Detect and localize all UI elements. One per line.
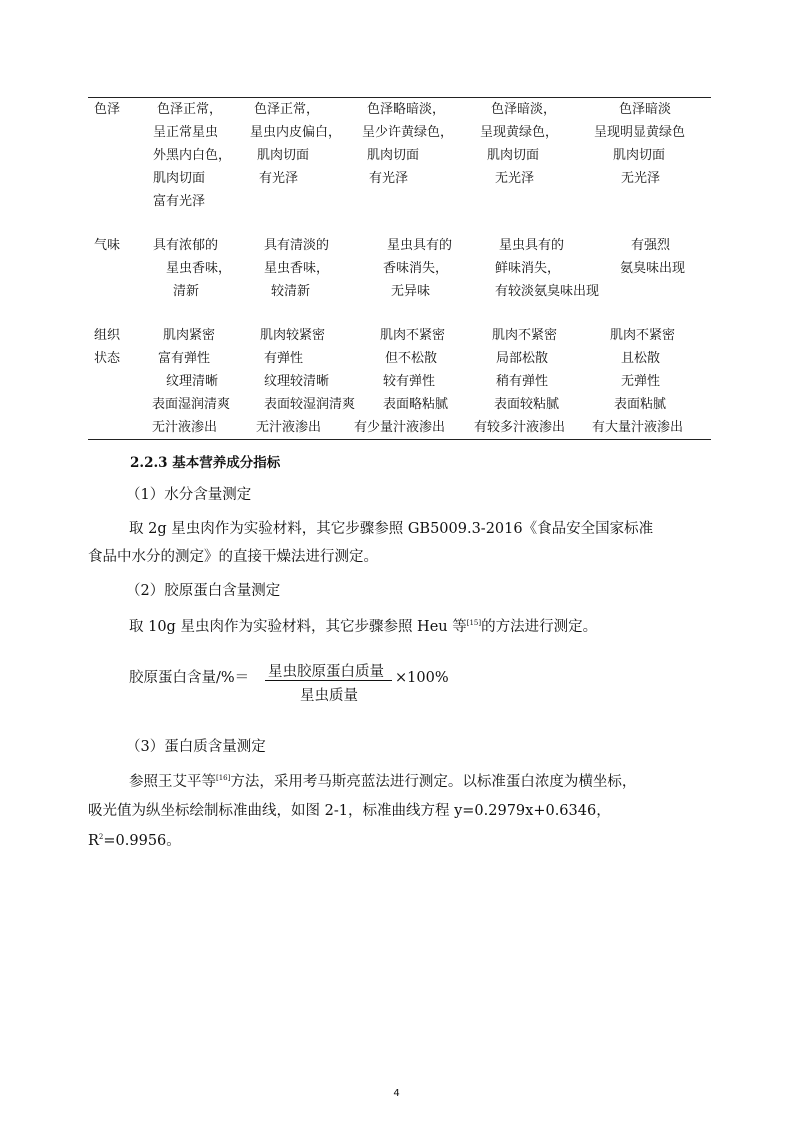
row-label-odor: 气味 [94, 238, 121, 253]
texture-cell-3: 肌肉不紧密 但不松散 较有弹性 表面略粘腻 有少量汁液渗出 [354, 328, 449, 435]
item-3-line-3-post: =0.9956。 [103, 833, 181, 849]
texture-cell-1: 肌肉紧密 富有弹性 纹理清晰 表面湿润清爽 无汁液渗出 [152, 328, 231, 435]
formula-fraction-bar [265, 680, 392, 681]
texture-cell-4: 肌肉不紧密 局部松散 稍有弹性 表面较粘腻 有较多汁液渗出 [474, 328, 566, 435]
section-heading: 2.2.3 基本营养成分指标 [130, 455, 281, 471]
color-cell-5: 色泽暗淡 呈现明显黄绿色 肌肉切面 无光泽 [594, 102, 686, 186]
item-3-line-3-pre: R [88, 833, 99, 849]
odor-cell-3: 星虫具有的 香味消失， 无异味 [383, 238, 453, 299]
texture-cell-5: 肌肉不紧密 且松散 无弹性 表面粘腻 有大量汁液渗出 [592, 328, 684, 435]
item-2-line-pre: 取 10g 星虫肉作为实验材料，其它步骤参照 Heu 等 [129, 619, 467, 635]
item-3-line-1 [129, 775, 636, 790]
item-2-title: （2）胶原蛋白含量测定 [126, 583, 281, 599]
formula-numerator: 星虫胶原蛋白质量 [268, 664, 384, 680]
row-label-texture: 组织 状态 [94, 328, 121, 366]
item-3-line-3 [88, 834, 181, 849]
formula-lhs: 胶原蛋白含量/%＝ [129, 670, 250, 686]
odor-cell-5: 有强烈 氨臭味出现 [620, 238, 686, 276]
item-2-line [129, 620, 597, 635]
texture-cell-2: 肌肉较紧密 有弹性 纹理较清晰 表面较湿润清爽 无汁液渗出 [256, 328, 356, 435]
item-3-title: （3）蛋白质含量测定 [126, 739, 266, 755]
item-1-title: （1）水分含量测定 [126, 487, 252, 503]
formula-denominator: 星虫质量 [300, 688, 358, 704]
item-3-line-1-post: 方法，采用考马斯亮蓝法进行测定。以标准蛋白浓度为横坐标， [230, 774, 637, 790]
row-label-color: 色泽 [94, 102, 121, 117]
color-cell-4: 色泽暗淡， 呈现黄绿色， 肌肉切面 无光泽 [480, 102, 559, 186]
page-number: 4 [393, 1088, 400, 1099]
item-1-line-2: 食品中水分的测定》的直接干燥法进行测定。 [88, 549, 378, 565]
odor-cell-2: 具有清淡的 星虫香味， 较清新 [264, 238, 330, 299]
odor-cell-4: 星虫具有的 鲜味消失， 有较淡氨臭味出现 [495, 238, 600, 299]
r-squared-superscript: 2 [98, 833, 104, 841]
color-cell-1: 色泽正常， 呈正常星虫 外黑内白色， 肌肉切面 富有光泽 [153, 102, 232, 209]
table-bottom-rule [88, 439, 711, 440]
item-2-line-post: 的方法进行测定。 [481, 619, 598, 635]
odor-cell-1: 具有浓郁的 星虫香味， 清新 [153, 238, 232, 299]
formula-tail: ×100% [395, 670, 449, 686]
item-3-line-2: 吸光值为纵坐标绘制标准曲线，如图 2-1，标准曲线方程 y=0.2979x+0.6346， [88, 803, 611, 819]
reference-16: [16] [216, 774, 231, 782]
color-cell-3: 色泽略暗淡， 呈少许黄绿色， 肌肉切面 有光泽 [362, 102, 454, 186]
item-3-line-1-pre: 参照王艾平等 [129, 774, 216, 790]
reference-15: [15] [466, 619, 482, 627]
item-1-line-1: 取 2g 星虫肉作为实验材料，其它步骤参照 GB5009.3-2016《食品安全国家标准 [129, 521, 654, 537]
color-cell-2: 色泽正常， 星虫内皮偏白， 肌肉切面 有光泽 [250, 102, 342, 186]
